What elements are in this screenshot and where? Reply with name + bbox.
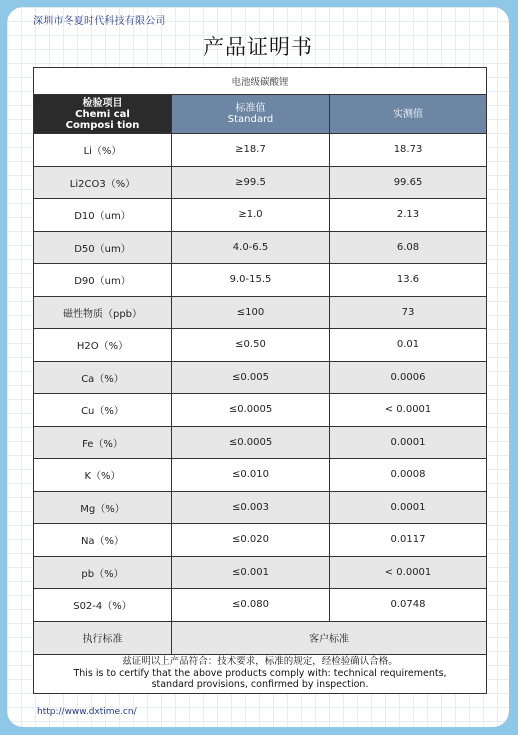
cell-item: Mg（%） [34,491,172,524]
table-row [34,524,487,557]
cell-standard: ≤0.005 [172,361,330,394]
table-row [34,296,487,329]
cell-item: Li2CO3（%） [34,166,172,199]
header-item-cn: 检验项目 [82,97,123,109]
cell-measured: 0.0001 [330,491,487,524]
header-item-en-line1: Chemi cal [75,108,130,120]
cell-item: D50（um） [34,231,172,264]
cell-standard: ≤0.080 [172,589,330,622]
table-row [34,426,487,459]
cell-standard: ≤0.003 [172,491,330,524]
header-standard-column [172,95,330,134]
company-name: 深圳市冬夏时代科技有限公司 [33,16,166,27]
cell-item: H2O（%） [34,329,172,362]
note-cn: 兹证明以上产品符合：技术要求，标准的规定，经检验确认合格。 [122,656,398,668]
table-row [34,491,487,524]
cell-measured: 0.0748 [330,589,487,622]
cell-measured: 0.0001 [330,426,487,459]
cell-standard: 9.0-15.5 [172,264,330,297]
cell-standard: ≤0.50 [172,329,330,362]
cell-measured: 2.13 [330,199,487,232]
cell-measured: < 0.0001 [330,394,487,427]
cell-standard: ≥99.5 [172,166,330,199]
cell-standard: ≤0.0005 [172,394,330,427]
note-en-line1: This is to certify that the above products comply with: technical requirements, [73,667,447,679]
cell-standard: ≤100 [172,296,330,329]
cell-measured: 99.65 [330,166,487,199]
table-row [34,556,487,589]
header-measured-column: 实测值 [330,95,487,134]
cell-standard: ≤0.020 [172,524,330,557]
table-row [34,589,487,622]
cell-measured: < 0.0001 [330,556,487,589]
cell-item: Cu（%） [34,394,172,427]
cell-standard: ≤0.010 [172,459,330,492]
table-row [34,361,487,394]
table-row [34,134,487,167]
certificate-sheet [7,7,509,727]
exec-standard-label: 执行标准 [34,621,172,654]
cell-measured: 0.0006 [330,361,487,394]
cell-item: D90（um） [34,264,172,297]
cell-measured: 6.08 [330,231,487,264]
table-row [34,459,487,492]
cell-measured: 18.73 [330,134,487,167]
cell-item: pb（%） [34,556,172,589]
cell-item: Fe（%） [34,426,172,459]
certification-note [34,654,487,693]
table-row [34,166,487,199]
cell-item: Li（%） [34,134,172,167]
cell-item: Ca（%） [34,361,172,394]
page-title: 产品证明书 [203,35,313,59]
cell-measured: 13.6 [330,264,487,297]
cell-item: S02-4（%） [34,589,172,622]
website-url[interactable]: http://www.dxtime.cn/ [37,707,137,717]
header-standard-en: Standard [227,114,274,125]
header-standard-cn: 标准值 [235,103,266,114]
table-row [34,394,487,427]
header-item-column [34,95,172,134]
cell-measured: 0.0008 [330,459,487,492]
cell-item: Na（%） [34,524,172,557]
cell-standard: 4.0-6.5 [172,231,330,264]
table-row [34,264,487,297]
cell-measured: 0.0117 [330,524,487,557]
cell-item: D10（um） [34,199,172,232]
cell-standard: ≤0.0005 [172,426,330,459]
table-row [34,329,487,362]
cell-measured: 73 [330,296,487,329]
table-caption: 电池级碳酸锂 [34,68,487,95]
certificate-table [33,67,487,694]
cell-standard: ≥18.7 [172,134,330,167]
cell-measured: 0.01 [330,329,487,362]
exec-standard-value: 客户标准 [172,621,487,654]
cell-item: 磁性物质（ppb） [34,296,172,329]
table-row [34,231,487,264]
cell-item: K（%） [34,459,172,492]
header-item-en-line2: Composi tion [65,119,140,131]
note-en-line2: standard provisions, confirmed by inspection. [151,679,369,691]
cell-standard: ≤0.001 [172,556,330,589]
cell-standard: ≥1.0 [172,199,330,232]
table-row [34,199,487,232]
